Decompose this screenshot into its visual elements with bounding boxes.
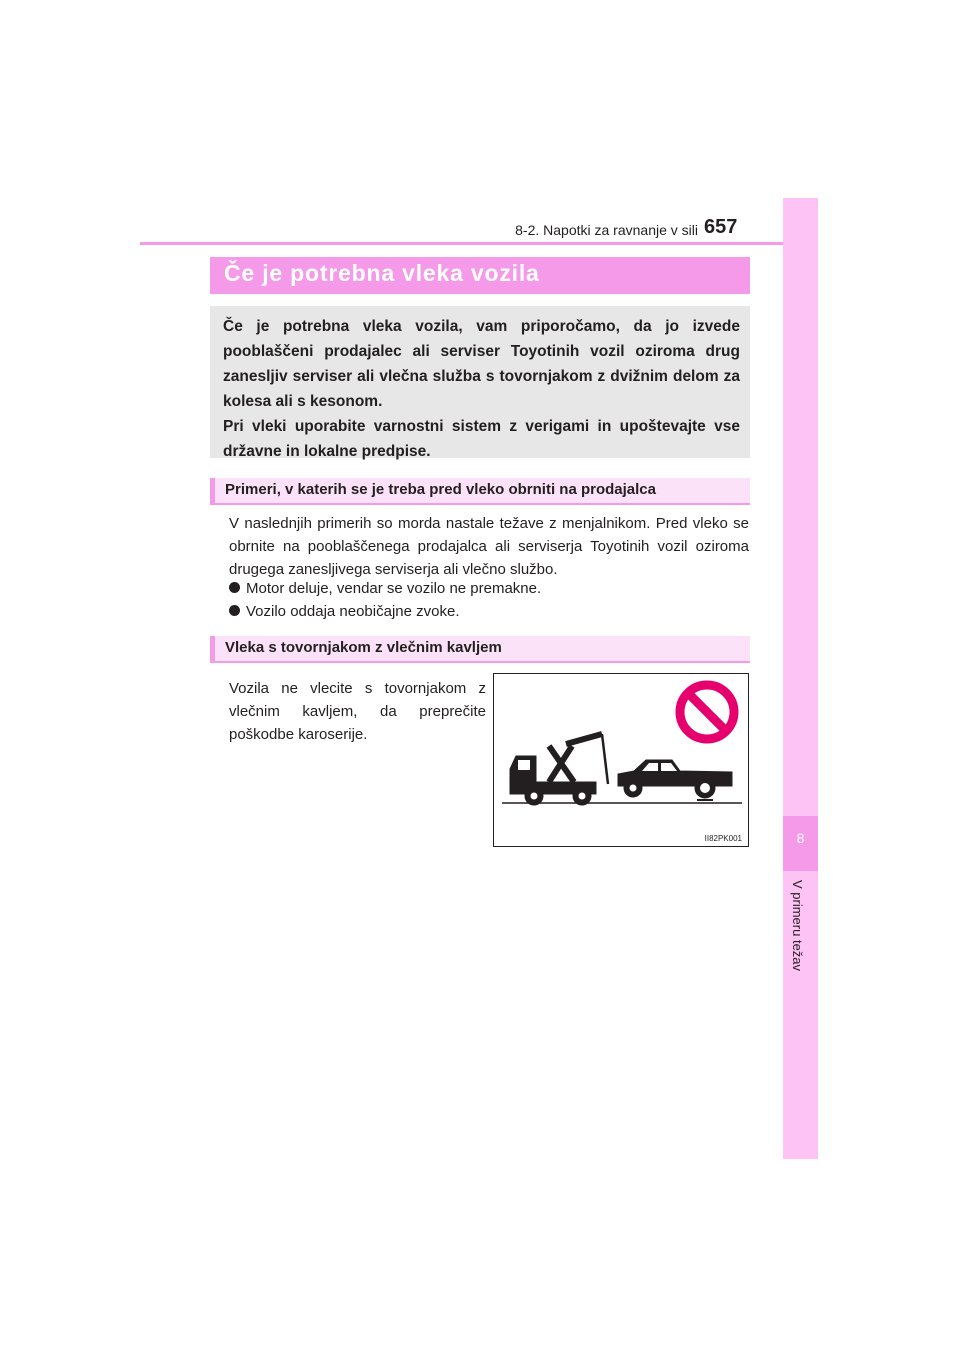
intro-box xyxy=(210,306,750,458)
chapter-number-tab xyxy=(783,816,818,871)
section-heading-dealer-text: Primeri, v katerih se je treba pred vleko obrniti na prodajalca xyxy=(225,481,656,498)
intro-text xyxy=(210,306,750,464)
header-divider xyxy=(140,242,818,245)
section-hook-text: Vozila ne vlecite s tovornjakom z vlečnim kavljem, da preprečite poškodbe karoserije. xyxy=(229,680,486,743)
section-heading-dealer xyxy=(210,478,750,505)
intro-paragraph-2: Pri vleki uporabite varnostni sistem z verigami in upoštevajte vse državne in lokalne predpise. xyxy=(223,418,740,460)
chapter-number: 8 xyxy=(796,830,805,846)
chapter-label xyxy=(790,880,812,1000)
bullet-icon xyxy=(229,582,240,593)
section-dealer-text: V naslednjih primerih so morda nastale težave z menjalnikom. Pred vleko se obrnite na pooblaščenega prodajalca ali serviserja Toyotinih vozil oziroma drugega zanesljivega serviserja ali vlečno službo. xyxy=(229,515,749,578)
header-section-title: 8-2. Napotki za ravnanje v sili xyxy=(515,222,698,238)
intro-paragraph-1: Če je potrebna vleka vozila, vam priporočamo, da jo izvede pooblaščeni prodajalec ali serviser Toyotinih vozil oziroma drug zanesljiv serviser ali vlečna služba s tovornjakom z dvižnim delom za kolesa ali s kesonom. xyxy=(223,318,740,410)
section-heading-hook xyxy=(210,636,750,663)
chapter-title: V primeru težav xyxy=(790,880,805,972)
tow-truck-icon xyxy=(510,734,608,805)
tow-hook-illustration xyxy=(493,673,749,847)
list-item xyxy=(229,577,541,600)
illustration-code: II82PK001 xyxy=(704,834,742,843)
towed-car-icon xyxy=(618,760,732,800)
page-title-banner xyxy=(210,257,750,294)
list-item-text: Motor deluje, vendar se vozilo ne premakne. xyxy=(246,580,542,597)
list-item xyxy=(229,600,460,623)
section-heading-hook-text: Vleka s tovornjakom z vlečnim kavljem xyxy=(225,639,502,656)
page-title: Če je potrebna vleka vozila xyxy=(224,260,540,286)
prohibition-icon xyxy=(680,685,734,739)
list-item-text: Vozilo oddaja neobičajne zvoke. xyxy=(246,603,460,620)
bullet-icon xyxy=(229,605,240,616)
side-tab-top xyxy=(783,198,818,816)
page-number: 657 xyxy=(704,216,738,238)
tow-truck-prohibited-graphic xyxy=(494,674,748,846)
